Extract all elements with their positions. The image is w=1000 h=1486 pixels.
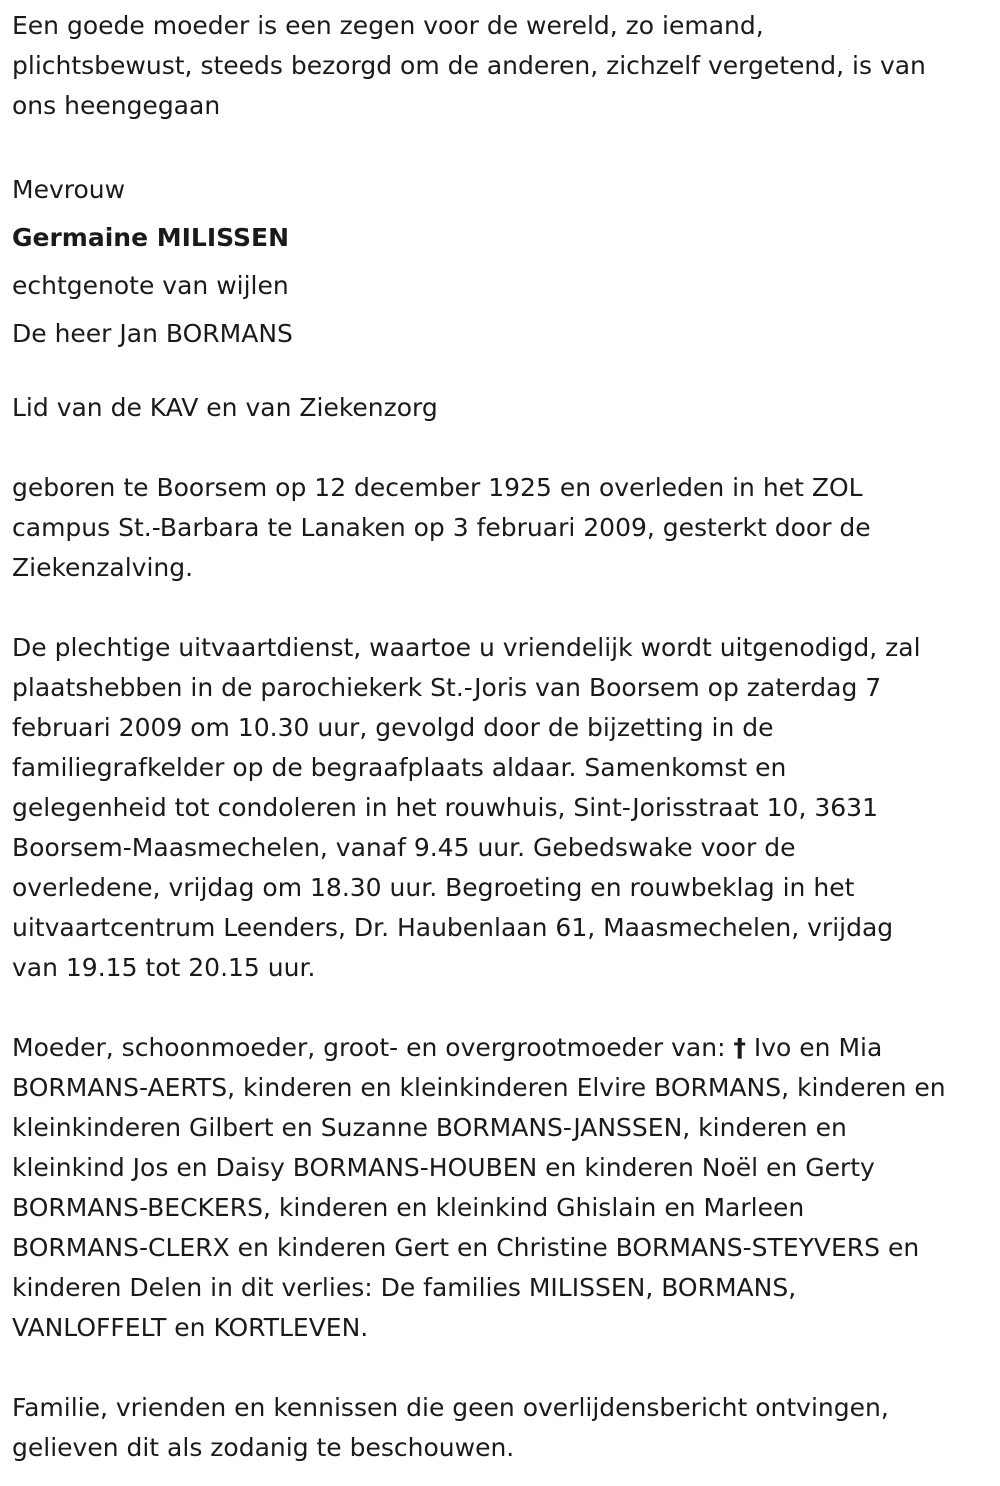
closing-line: Familie, vrienden en kennissen die geen overlijdensbericht ontvingen, [12, 1393, 889, 1422]
family-prefix: Moeder, schoonmoeder, groot- en overgrootmoeder van: [12, 1033, 734, 1062]
family-line: BORMANS-CLERX en kinderen Gert en Christine BORMANS-STEYVERS en [12, 1233, 920, 1262]
intro-paragraph [12, 0, 988, 126]
intro-line: ons heengegaan [12, 91, 221, 120]
family-line: kinderen Delen in dit verlies: De families MILISSEN, BORMANS, [12, 1273, 797, 1302]
service-line: Boorsem-Maasmechelen, vanaf 9.45 uur. Gebedswake voor de [12, 833, 796, 862]
intro-line: plichtsbewust, steeds bezorgd om de anderen, zichzelf vergetend, is van [12, 51, 926, 80]
spacer [12, 126, 988, 166]
family-line: BORMANS-AERTS, kinderen en kleinkinderen Elvire BORMANS, kinderen en [12, 1073, 946, 1102]
closing-line: gelieven dit als zodanig te beschouwen. [12, 1433, 515, 1462]
birth-death-line: campus St.-Barbara te Lanaken op 3 februari 2009, gesterkt door de [12, 513, 871, 542]
person-spouse: De heer Jan BORMANS [12, 319, 293, 348]
membership-line: Lid van de KAV en van Ziekenzorg [12, 393, 438, 422]
spacer [12, 988, 988, 1028]
person-title: Mevrouw [12, 175, 126, 204]
service-line: uitvaartcentrum Leenders, Dr. Haubenlaan 61, Maasmechelen, vrijdag [12, 913, 894, 942]
intro-line: Een goede moeder is een zegen voor de wereld, zo iemand, [12, 11, 764, 40]
service-line: De plechtige uitvaartdienst, waartoe u vriendelijk wordt uitgenodigd, zal [12, 633, 921, 662]
service-line: plaatshebben in de parochiekerk St.-Joris van Boorsem op zaterdag 7 [12, 673, 882, 702]
family-paragraph [12, 1028, 988, 1348]
service-line: van 19.15 tot 20.15 uur. [12, 953, 316, 982]
service-line: februari 2009 om 10.30 uur, gevolgd door de bijzetting in de [12, 713, 774, 742]
family-line: VANLOFFELT en KORTLEVEN. [12, 1313, 369, 1342]
closing-paragraph [12, 1388, 988, 1468]
spacer [12, 588, 988, 628]
family-line: kleinkinderen Gilbert en Suzanne BORMANS-JANSSEN, kinderen en [12, 1113, 847, 1142]
birth-death-paragraph [12, 468, 988, 588]
service-line: familiegrafkelder op de begraafplaats aldaar. Samenkomst en [12, 753, 787, 782]
person-block [12, 166, 988, 358]
service-paragraph [12, 628, 988, 988]
family-first-line [12, 1028, 988, 1068]
cross-icon: † [733, 1033, 746, 1062]
family-suffix: Ivo en Mia [745, 1033, 883, 1062]
person-relation: echtgenote van wijlen [12, 271, 289, 300]
spacer [12, 1348, 988, 1388]
family-line: kleinkind Jos en Daisy BORMANS-HOUBEN en kinderen Noël en Gerty [12, 1153, 875, 1182]
birth-death-line: Ziekenzalving. [12, 553, 194, 582]
person-name: Germaine MILISSEN [12, 223, 290, 252]
birth-death-line: geboren te Boorsem op 12 december 1925 en overleden in het ZOL [12, 473, 863, 502]
spacer [12, 428, 988, 468]
service-line: overledene, vrijdag om 18.30 uur. Begroeting en rouwbeklag in het [12, 873, 855, 902]
service-line: gelegenheid tot condoleren in het rouwhuis, Sint-Jorisstraat 10, 3631 [12, 793, 878, 822]
family-line: BORMANS-BECKERS, kinderen en kleinkind Ghislain en Marleen [12, 1193, 805, 1222]
spacer [12, 358, 988, 388]
